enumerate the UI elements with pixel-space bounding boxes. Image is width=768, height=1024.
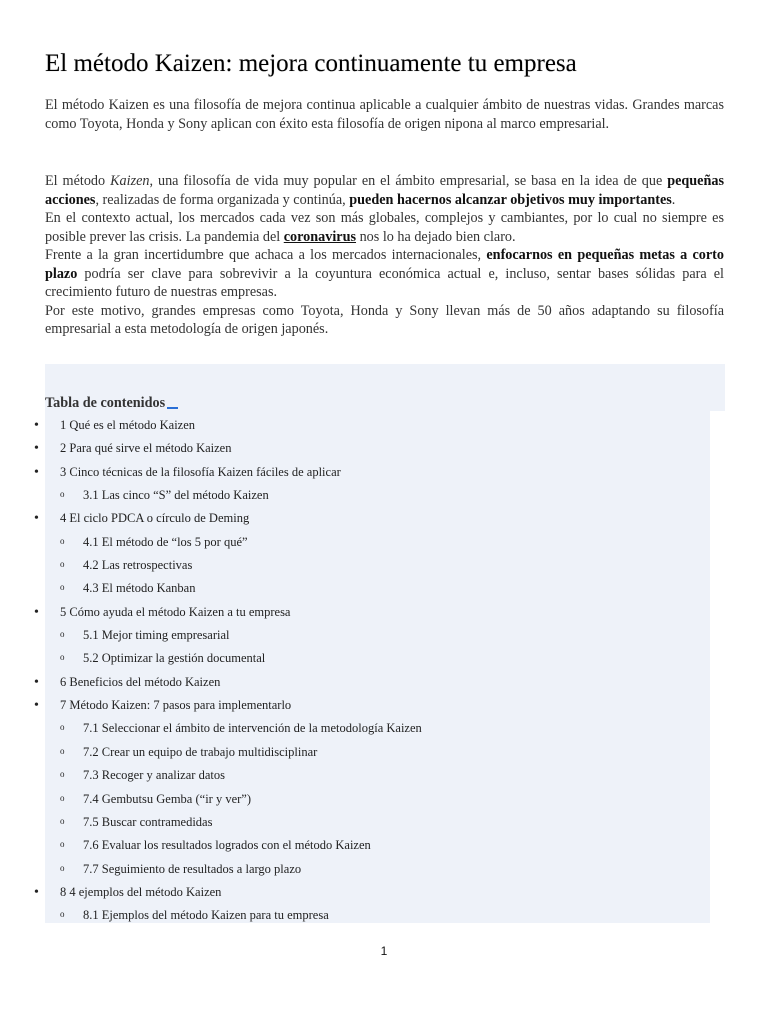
circle-bullet-icon: o [60,652,65,663]
page-title: El método Kaizen: mejora continuamente tu empresa [45,50,577,77]
toc-subitem [0,764,768,787]
p2-text-3: nos lo ha dejado bien claro. [356,228,516,245]
circle-bullet-icon: o [60,839,65,850]
p1-text-3: , una filosofía de vida muy popular en el ámbito empresarial, se basa en la idea de que [149,173,668,189]
toc-link[interactable]: 4.3 El método Kanban [83,581,196,596]
toc-link[interactable]: 7.3 Recoger y analizar datos [83,768,225,783]
toc-link[interactable]: 4 El ciclo PDCA o círculo de Deming [60,511,250,526]
circle-bullet-icon: o [60,909,65,920]
circle-bullet-icon: o [60,535,65,546]
toc-subitem [0,741,768,764]
circle-bullet-icon: o [60,792,65,803]
toc-link[interactable]: 8.1 Ejemplos del método Kaizen para tu empresa [83,908,329,923]
bullet-icon: • [34,511,39,527]
circle-bullet-icon: o [60,815,65,826]
bullet-icon: • [34,674,39,690]
toc-toggle-link[interactable] [167,407,178,409]
toc-item [0,437,768,460]
toc-list [0,414,768,928]
p2-text-1: En el contexto actual, los mercados cada vez son más globales, complejos y cambiantes, por lo cual no siempre es posible prever las crisis. La pandemia del [45,210,724,245]
circle-bullet-icon: o [60,769,65,780]
circle-bullet-icon: o [60,722,65,733]
toc-link[interactable]: 4.1 El método de “los 5 por qué” [83,534,248,549]
bullet-icon: • [34,441,39,457]
bullet-icon: • [34,464,39,480]
toc-link[interactable]: 7.5 Buscar contramedidas [83,814,213,829]
toc-link[interactable]: 7.7 Seguimiento de resultados a largo plazo [83,861,302,876]
toc-subitem [0,858,768,881]
toc-subitem [0,531,768,554]
p1-bold-2: pueden hacernos alcanzar objetivos muy importantes [349,191,672,208]
p1-text-1: El método [45,173,111,189]
circle-bullet-icon: o [60,582,65,593]
circle-bullet-icon: o [60,629,65,640]
bullet-icon: • [34,884,39,900]
circle-bullet-icon: o [60,862,65,873]
p1-text-7: . [671,191,676,208]
toc-subitem [0,624,768,647]
toc-subitem [0,811,768,834]
page-number: 1 [380,944,388,958]
toc-title-text: Tabla de contenidos [45,395,166,411]
p3-bold: enfocarnos en pequeñas metas a corto plazo [45,247,724,282]
toc-subitem [0,717,768,740]
body-paragraph-2 [45,209,724,246]
p1-bold-1: pequeñas acciones [45,173,724,208]
circle-bullet-icon: o [60,489,65,500]
toc-link[interactable]: 4.2 Las retrospectivas [83,558,193,573]
intro-paragraph: El método Kaizen es una filosofía de mejora continua aplicable a cualquier ámbito de nuestras vidas. Grandes marcas como Toyota, Honda y Sony aplican con éxito esta filosofía de origen nipona al marco empresarial. [45,97,724,132]
toc-item [0,507,768,530]
toc-item [0,881,768,904]
toc-link[interactable]: 5.2 Optimizar la gestión documental [83,651,266,666]
body-paragraph-1 [45,172,724,209]
bullet-icon: • [34,604,39,620]
toc-item [0,694,768,717]
bullet-icon: • [34,698,39,714]
p3-text-1: Frente a la gran incertidumbre que achaca a los mercados internacionales, [45,247,487,263]
p1-italic-kaizen: Kaizen [110,173,150,189]
toc-item [0,671,768,694]
toc-item [0,414,768,437]
toc-subitem [0,834,768,857]
coronavirus-link[interactable]: coronavirus [283,228,357,245]
toc-link[interactable]: 7.1 Seleccionar el ámbito de intervención de la metodología Kaizen [83,721,422,736]
toc-subitem [0,554,768,577]
toc-item [0,461,768,484]
toc-link[interactable]: 7.2 Crear un equipo de trabajo multidisciplinar [83,744,318,759]
circle-bullet-icon: o [60,559,65,570]
toc-link[interactable]: 2 Para qué sirve el método Kaizen [60,441,232,456]
toc-subitem [0,904,768,927]
toc-subitem [0,577,768,600]
toc-subitem [0,788,768,811]
toc-link[interactable]: 1 Qué es el método Kaizen [60,418,196,432]
body-paragraph-4: Por este motivo, grandes empresas como Toyota, Honda y Sony llevan más de 50 años adaptando su filosofía empresarial a esta metodología de origen japonés. [45,302,724,337]
toc-title [45,394,178,412]
toc-link[interactable]: 5 Cómo ayuda el método Kaizen a tu empresa [60,604,291,619]
body-paragraph-3 [45,246,724,302]
toc-link[interactable]: 8 4 ejemplos del método Kaizen [60,884,222,899]
toc-link[interactable]: 6 Beneficios del método Kaizen [60,674,221,689]
toc-link[interactable]: 3.1 Las cinco “S” del método Kaizen [83,488,269,503]
toc-subitem [0,647,768,670]
toc-link[interactable]: 5.1 Mejor timing empresarial [83,628,230,643]
body-text [45,172,724,339]
bullet-icon: • [34,418,39,433]
toc-link[interactable]: 3 Cinco técnicas de la filosofía Kaizen fáciles de aplicar [60,464,341,479]
toc-item [0,601,768,624]
circle-bullet-icon: o [60,745,65,756]
toc-link[interactable]: 7.6 Evaluar los resultados logrados con el método Kaizen [83,838,371,853]
toc-link[interactable]: 7.4 Gembutsu Gemba (“ir y ver”) [83,791,251,806]
toc-link[interactable]: 7 Método Kaizen: 7 pasos para implementarlo [60,698,292,713]
toc-subitem [0,484,768,507]
p1-text-5: , realizadas de forma organizada y continúa, [95,191,350,208]
p3-text-3: podría ser clave para sobrevivir a la coyuntura económica actual e, incluso, sentar bases sólidas para el crecimiento futuro de nuestras empresas. [45,265,724,300]
